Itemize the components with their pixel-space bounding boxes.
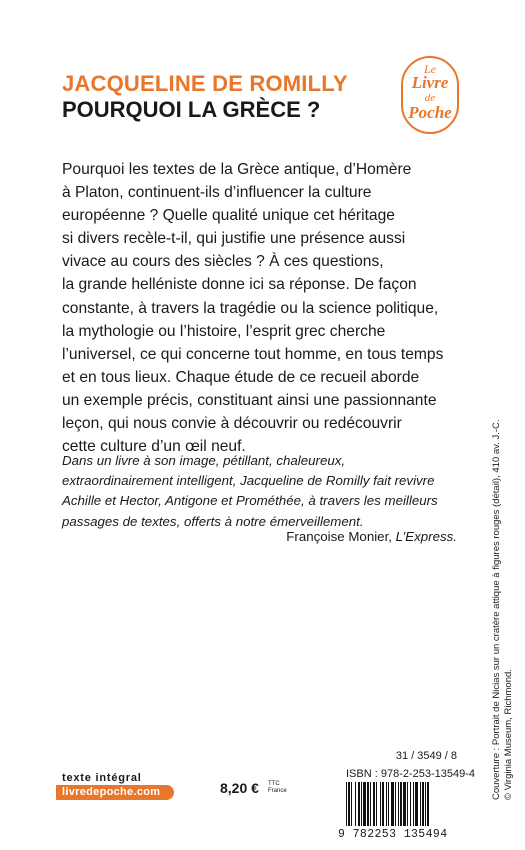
price-region: France	[268, 787, 287, 794]
website-link[interactable]: livredepoche.com	[56, 785, 174, 800]
cover-credit-copyright: © Virginia Museum, Richmond.	[503, 669, 514, 800]
barcode-bar	[391, 782, 394, 826]
barcode-bar	[410, 782, 411, 826]
summary-line: cette culture d’un œil neuf.	[62, 438, 246, 456]
barcode-bar	[370, 782, 371, 826]
barcode-bar	[351, 782, 352, 826]
quote-line: passages de textes, offerts à notre émerveillement.	[62, 513, 364, 529]
press-quote	[62, 451, 472, 532]
edition-code: 31 / 3549 / 8	[395, 750, 457, 762]
book-summary	[62, 158, 472, 458]
summary-line: si divers recèle-t-il, qui justifie une présence aussi	[62, 230, 406, 248]
quote-line: extraordinairement intelligent, Jacqueline de Romilly fait revivre	[62, 473, 435, 489]
isbn: ISBN : 978-2-253-13549-4	[346, 768, 476, 780]
barcode-bar	[348, 782, 350, 826]
summary-line: européenne ? Quelle qualité unique cet héritage	[62, 207, 395, 225]
texte-integral-label: texte intégral	[62, 772, 142, 784]
barcode-bar	[403, 782, 406, 826]
quote-source-name: Françoise Monier,	[286, 529, 396, 544]
barcode-bar	[386, 782, 387, 826]
barcode-bar	[425, 782, 426, 826]
summary-line: l’universel, ce qui concerne tout homme, en tous temps	[62, 345, 444, 363]
barcode-bar	[395, 782, 396, 826]
quote-line: Achille et Hector, Antigone et Prométhée, à travers les meilleurs	[62, 493, 438, 509]
barcode-bar	[413, 782, 414, 826]
cover-credit-line: Couverture : Portrait de Nicias sur un cratère attique à figures rouges (détail), 410 av. J.-C.	[491, 419, 502, 800]
author-name: JACQUELINE DE ROMILLY	[62, 71, 348, 96]
barcode-bar	[420, 782, 421, 826]
logo-text-poche: Poche	[408, 103, 452, 122]
quote-line: Dans un livre à son image, pétillant, chaleureux,	[62, 453, 346, 468]
barcode-bar	[407, 782, 408, 826]
barcode-bar	[376, 782, 377, 826]
book-title: POURQUOI LA GRÈCE ?	[62, 97, 321, 122]
summary-line: Pourquoi les textes de la Grèce antique, d’Homère	[62, 161, 412, 178]
barcode-bar	[367, 782, 369, 826]
price-ttc: TTC	[268, 781, 280, 787]
barcode-bar	[346, 782, 347, 826]
summary-line: à Platon, continuent-ils d’influencer la culture	[62, 184, 372, 202]
barcode-bar	[363, 782, 366, 826]
barcode-bar	[427, 782, 429, 826]
price-tax-note	[268, 781, 287, 794]
summary-line: constante, à travers la tragédie ou la science politique,	[62, 299, 439, 317]
barcode-bar	[388, 782, 389, 826]
barcode-bar	[398, 782, 399, 826]
summary-line: la mythologie ou l’histoire, l’esprit grec cherche	[62, 322, 386, 340]
price: 8,20 €	[220, 780, 259, 796]
barcode-bar	[382, 782, 384, 826]
barcode-bar	[361, 782, 362, 826]
barcode-bar	[415, 782, 418, 826]
summary-line: la grande helléniste donne ici sa réponse. De façon	[62, 276, 417, 294]
barcode-bar	[400, 782, 402, 826]
logo-text-de: de	[424, 92, 436, 104]
barcode-digits: 9 782253 135494	[338, 828, 448, 841]
barcode	[338, 782, 464, 842]
quote-source-publication: L’Express.	[395, 529, 457, 544]
summary-line: un exemple précis, constituant ainsi une passionnante	[62, 391, 437, 409]
barcode-bars	[346, 782, 458, 828]
cover-credit	[491, 419, 515, 800]
summary-line: et en tous lieux. Chaque étude de ce recueil aborde	[62, 368, 420, 386]
barcode-bar	[380, 782, 381, 826]
livre-de-poche-logo	[401, 56, 459, 134]
barcode-bar	[355, 782, 356, 826]
barcode-bar	[373, 782, 375, 826]
logo-text-livre: Livre	[411, 73, 449, 92]
quote-source	[286, 528, 457, 546]
logo-text-le: Le	[424, 62, 436, 76]
barcode-bar	[422, 782, 424, 826]
summary-line: leçon, qui nous convie à découvrir ou redécouvrir	[62, 415, 402, 433]
summary-line: vivace au cours des siècles ? À ces questions,	[62, 253, 384, 271]
barcode-bar	[358, 782, 360, 826]
